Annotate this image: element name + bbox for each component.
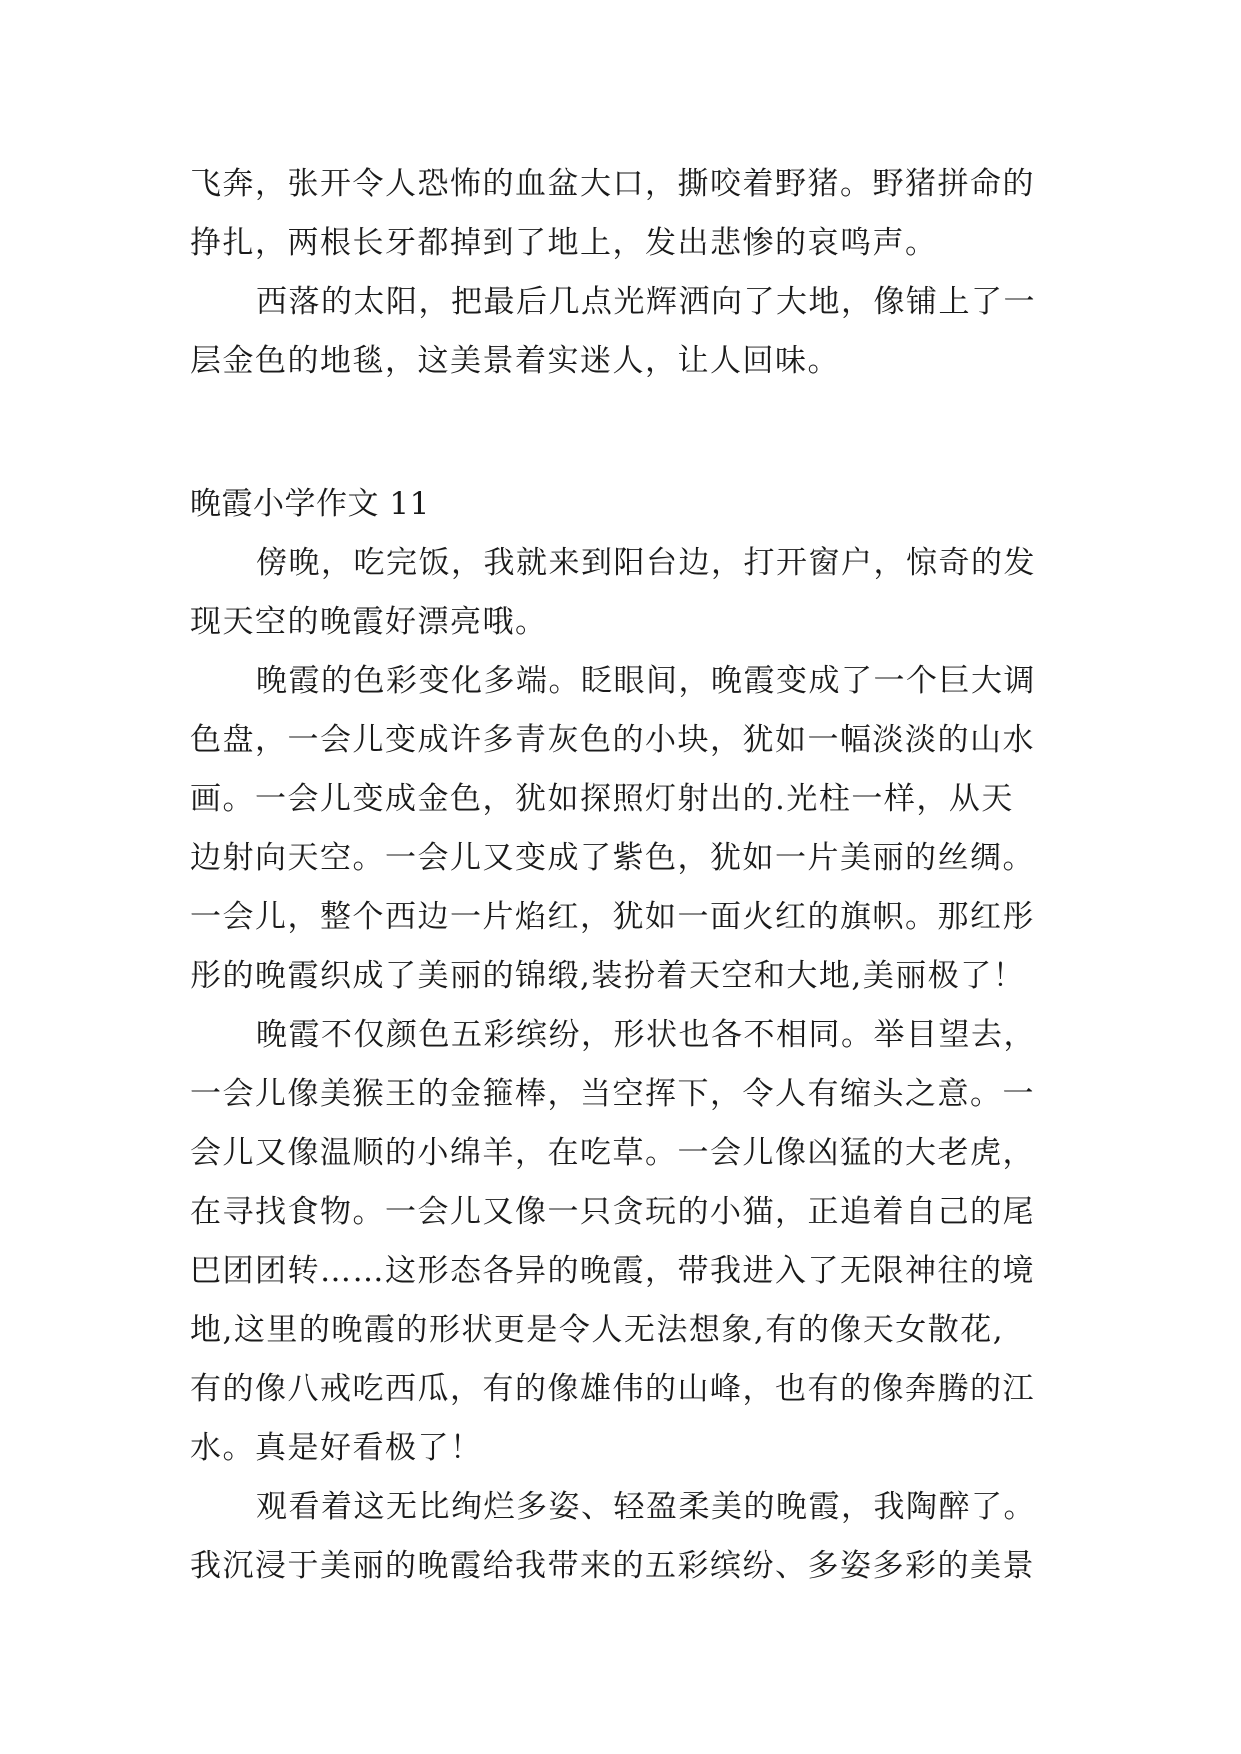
text-line: 色盘，一会儿变成许多青灰色的小块，犹如一幅淡淡的山水 <box>190 722 1035 758</box>
text-line: 晚霞的色彩变化多端。眨眼间，晚霞变成了一个巨大调 <box>256 663 1036 699</box>
text-line: 观看着这无比绚烂多姿、轻盈柔美的晚霞，我陶醉了。 <box>256 1489 1036 1525</box>
previous-essay-paragraph <box>190 273 1070 391</box>
text-line: 水。真是好看极了！ <box>190 1430 483 1466</box>
text-line: 在寻找食物。一会儿又像一只贪玩的小猫，正追着自己的尾 <box>190 1194 1035 1230</box>
document-body <box>190 155 1070 1596</box>
text-line: 地,这里的晚霞的形状更是令人无法想象,有的像天女散花, <box>190 1312 1005 1348</box>
text-line: 彤的晚霞织成了美丽的锦缎,装扮着天空和大地,美丽极了！ <box>190 958 1026 994</box>
text-line: 有的像八戒吃西瓜，有的像雄伟的山峰，也有的像奔腾的江 <box>190 1371 1035 1407</box>
text-line: 巴团团转……这形态各异的晚霞，带我进入了无限神往的境 <box>190 1253 1035 1289</box>
text-line: 一会儿像美猴王的金箍棒，当空挥下，令人有缩头之意。一 <box>190 1076 1035 1112</box>
previous-essay-paragraph <box>190 155 1070 273</box>
essay-title: 晚霞小学作文 11 <box>190 486 430 522</box>
text-line: 飞奔，张开令人恐怖的血盆大口，撕咬着野猪。野猪拼命的 <box>190 166 1035 202</box>
essay-paragraph <box>190 1006 1070 1478</box>
text-line: 挣扎，两根长牙都掉到了地上，发出悲惨的哀鸣声。 <box>190 225 938 261</box>
essay-paragraph <box>190 1478 1070 1596</box>
section-gap <box>190 391 1070 475</box>
text-line: 一会儿，整个西边一片焰红，犹如一面火红的旗帜。那红彤 <box>190 899 1035 935</box>
text-line: 画。一会儿变成金色，犹如探照灯射出的.光柱一样，从天 <box>190 781 1014 817</box>
essay-paragraph <box>190 534 1070 652</box>
text-line: 西落的太阳，把最后几点光辉洒向了大地，像铺上了一 <box>256 284 1036 320</box>
text-line: 我沉浸于美丽的晚霞给我带来的五彩缤纷、多姿多彩的美景 <box>190 1548 1035 1584</box>
text-line: 边射向天空。一会儿又变成了紫色，犹如一片美丽的丝绸。 <box>190 840 1035 876</box>
text-line: 层金色的地毯，这美景着实迷人，让人回味。 <box>190 343 840 379</box>
text-line: 晚霞不仅颜色五彩缤纷，形状也各不相同。举目望去， <box>256 1017 1036 1053</box>
text-line: 会儿又像温顺的小绵羊，在吃草。一会儿像凶猛的大老虎， <box>190 1135 1035 1171</box>
text-line: 现天空的晚霞好漂亮哦。 <box>190 604 548 640</box>
essay-paragraph <box>190 652 1070 1006</box>
text-line: 傍晚，吃完饭，我就来到阳台边，打开窗户，惊奇的发 <box>256 545 1036 581</box>
